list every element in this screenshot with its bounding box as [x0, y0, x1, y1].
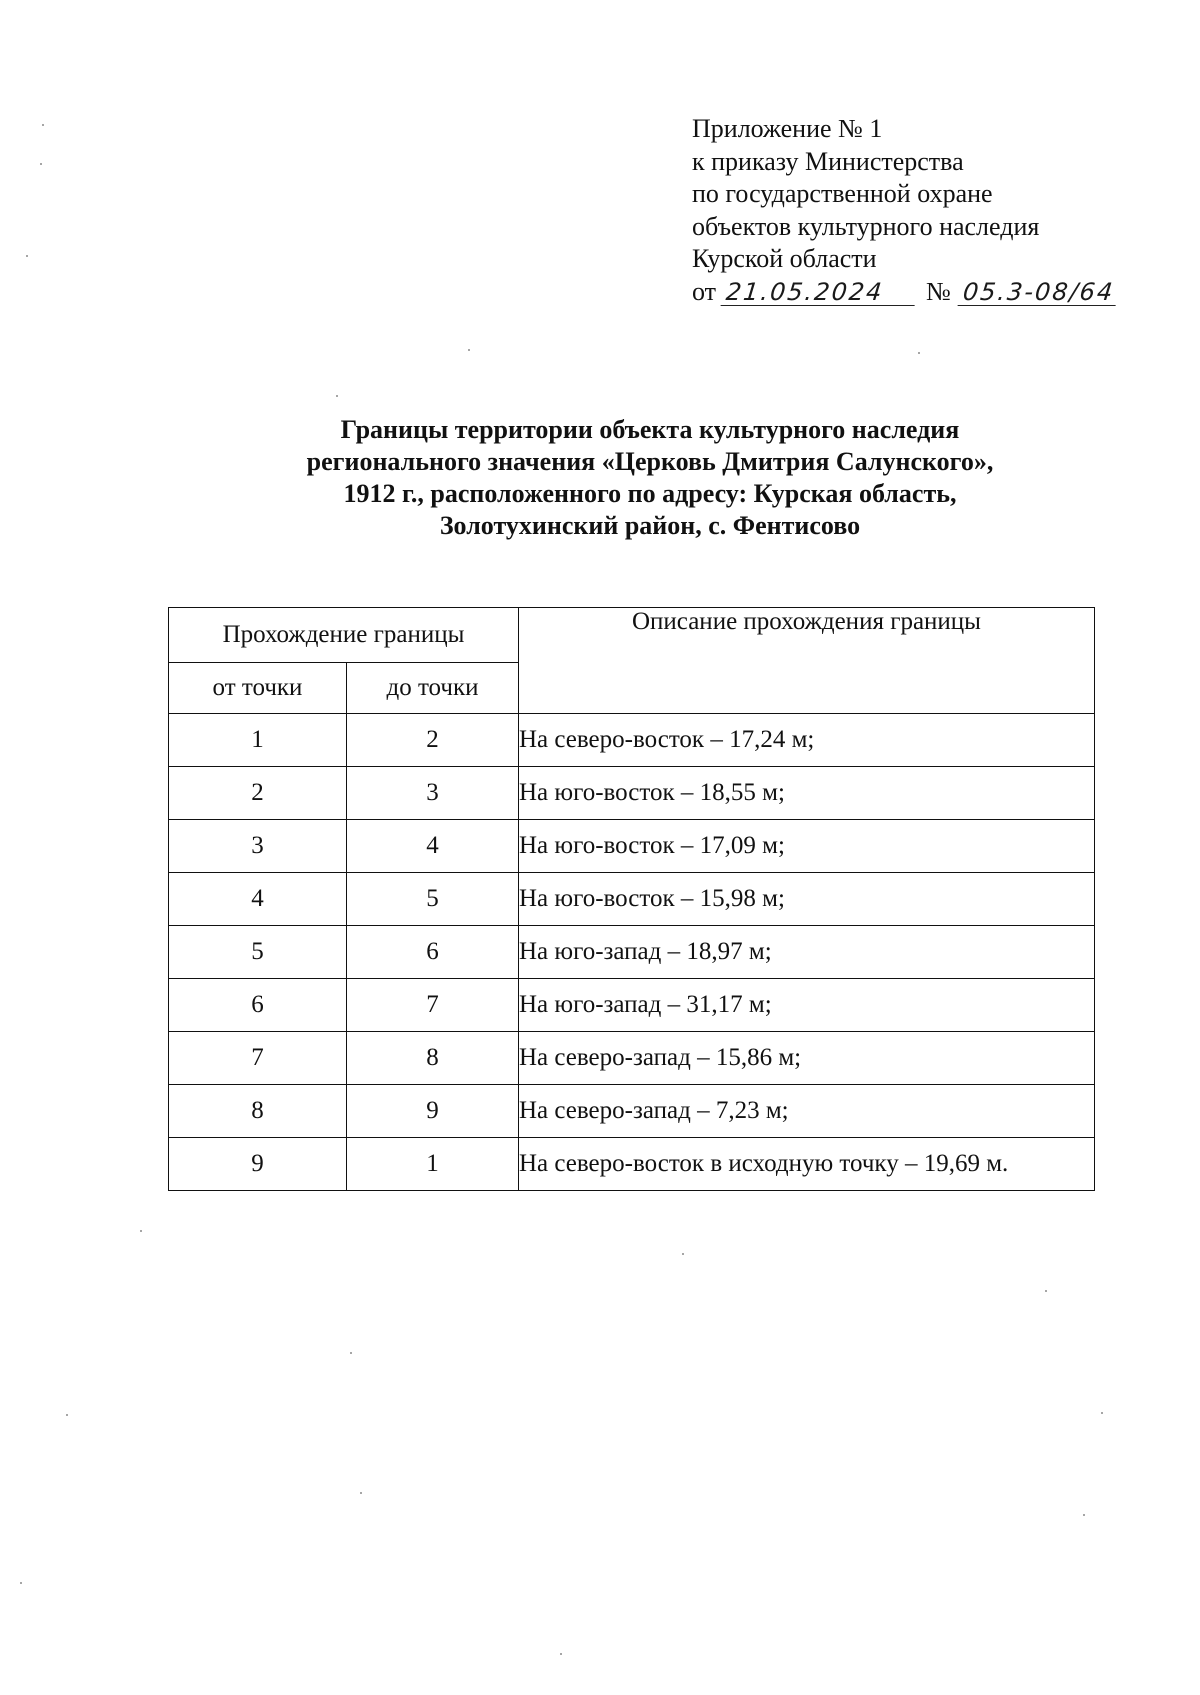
header-description: Описание прохождения границы	[519, 608, 1095, 714]
header-boundary-passage: Прохождение границы	[169, 608, 519, 663]
boundary-table	[168, 607, 1095, 1191]
attachment-line-1: Приложение № 1	[692, 114, 883, 143]
scan-speck	[468, 349, 470, 351]
handwritten-date: 21.05.2024	[721, 279, 918, 306]
order-date-number-line	[692, 276, 1152, 309]
table-row	[169, 820, 1095, 873]
to-point-cell: 8	[347, 1032, 519, 1085]
table-row	[169, 873, 1095, 926]
table-row	[169, 979, 1095, 1032]
handwritten-order-number: 05.3-08/64	[957, 279, 1118, 306]
title-line-2: регионального значения «Церковь Дмитрия Салунского»,	[306, 447, 994, 476]
scan-speck	[20, 1582, 22, 1584]
title-line-1: Границы территории объекта культурного наследия	[340, 415, 960, 444]
description-cell: На юго-восток – 17,09 м;	[519, 820, 1095, 873]
table-row	[169, 1138, 1095, 1191]
from-point-cell: 6	[169, 979, 347, 1032]
to-point-cell: 9	[347, 1085, 519, 1138]
to-point-cell: 4	[347, 820, 519, 873]
scan-speck	[42, 124, 44, 126]
to-point-cell: 6	[347, 926, 519, 979]
attachment-block	[692, 113, 1152, 308]
description-cell: На юго-запад – 31,17 м;	[519, 979, 1095, 1032]
from-point-cell: 3	[169, 820, 347, 873]
table-row	[169, 767, 1095, 820]
description-cell: На северо-восток – 17,24 м;	[519, 714, 1095, 767]
from-point-cell: 7	[169, 1032, 347, 1085]
attachment-line-4: объектов культурного наследия	[692, 211, 1040, 241]
from-point-cell: 1	[169, 714, 347, 767]
to-point-cell: 1	[347, 1138, 519, 1191]
to-point-cell: 5	[347, 873, 519, 926]
from-point-cell: 5	[169, 926, 347, 979]
table-row	[169, 714, 1095, 767]
from-point-cell: 9	[169, 1138, 347, 1191]
document-title	[150, 414, 1150, 542]
to-point-cell: 3	[347, 767, 519, 820]
scan-speck	[350, 1352, 352, 1354]
table-row	[169, 1085, 1095, 1138]
title-line-4: Золотухинский район, с. Фентисово	[439, 511, 861, 540]
scan-speck	[1101, 1412, 1103, 1414]
number-sign: №	[926, 276, 951, 306]
scan-speck	[1045, 1290, 1047, 1292]
attachment-line-2: к приказу Министерства	[692, 146, 964, 176]
scan-speck	[682, 1253, 684, 1255]
title-line-3: 1912 г., расположенного по адресу: Курская область,	[343, 479, 957, 508]
header-from-point: от точки	[169, 663, 347, 714]
scan-speck	[140, 1230, 142, 1232]
scan-speck	[560, 1653, 562, 1655]
scan-speck	[360, 1492, 362, 1494]
date-prefix: от	[692, 276, 717, 306]
scan-speck	[26, 255, 28, 257]
table-row	[169, 926, 1095, 979]
scan-speck	[40, 163, 42, 165]
from-point-cell: 2	[169, 767, 347, 820]
description-cell: На юго-восток – 15,98 м;	[519, 873, 1095, 926]
description-cell: На северо-восток в исходную точку – 19,69 м.	[519, 1138, 1095, 1191]
scan-speck	[918, 352, 920, 354]
description-cell: На юго-запад – 18,97 м;	[519, 926, 1095, 979]
header-to-point: до точки	[347, 663, 519, 714]
description-cell: На юго-восток – 18,55 м;	[519, 767, 1095, 820]
scan-speck	[66, 1414, 68, 1416]
table-row	[169, 1032, 1095, 1085]
description-cell: На северо-запад – 7,23 м;	[519, 1085, 1095, 1138]
scan-speck	[336, 395, 338, 397]
table-header-row	[169, 608, 1095, 663]
description-cell: На северо-запад – 15,86 м;	[519, 1032, 1095, 1085]
scan-speck	[1083, 1514, 1085, 1516]
attachment-line-5: Курской области	[692, 244, 877, 273]
attachment-line-3: по государственной охране	[692, 179, 993, 208]
to-point-cell: 7	[347, 979, 519, 1032]
from-point-cell: 8	[169, 1085, 347, 1138]
to-point-cell: 2	[347, 714, 519, 767]
from-point-cell: 4	[169, 873, 347, 926]
